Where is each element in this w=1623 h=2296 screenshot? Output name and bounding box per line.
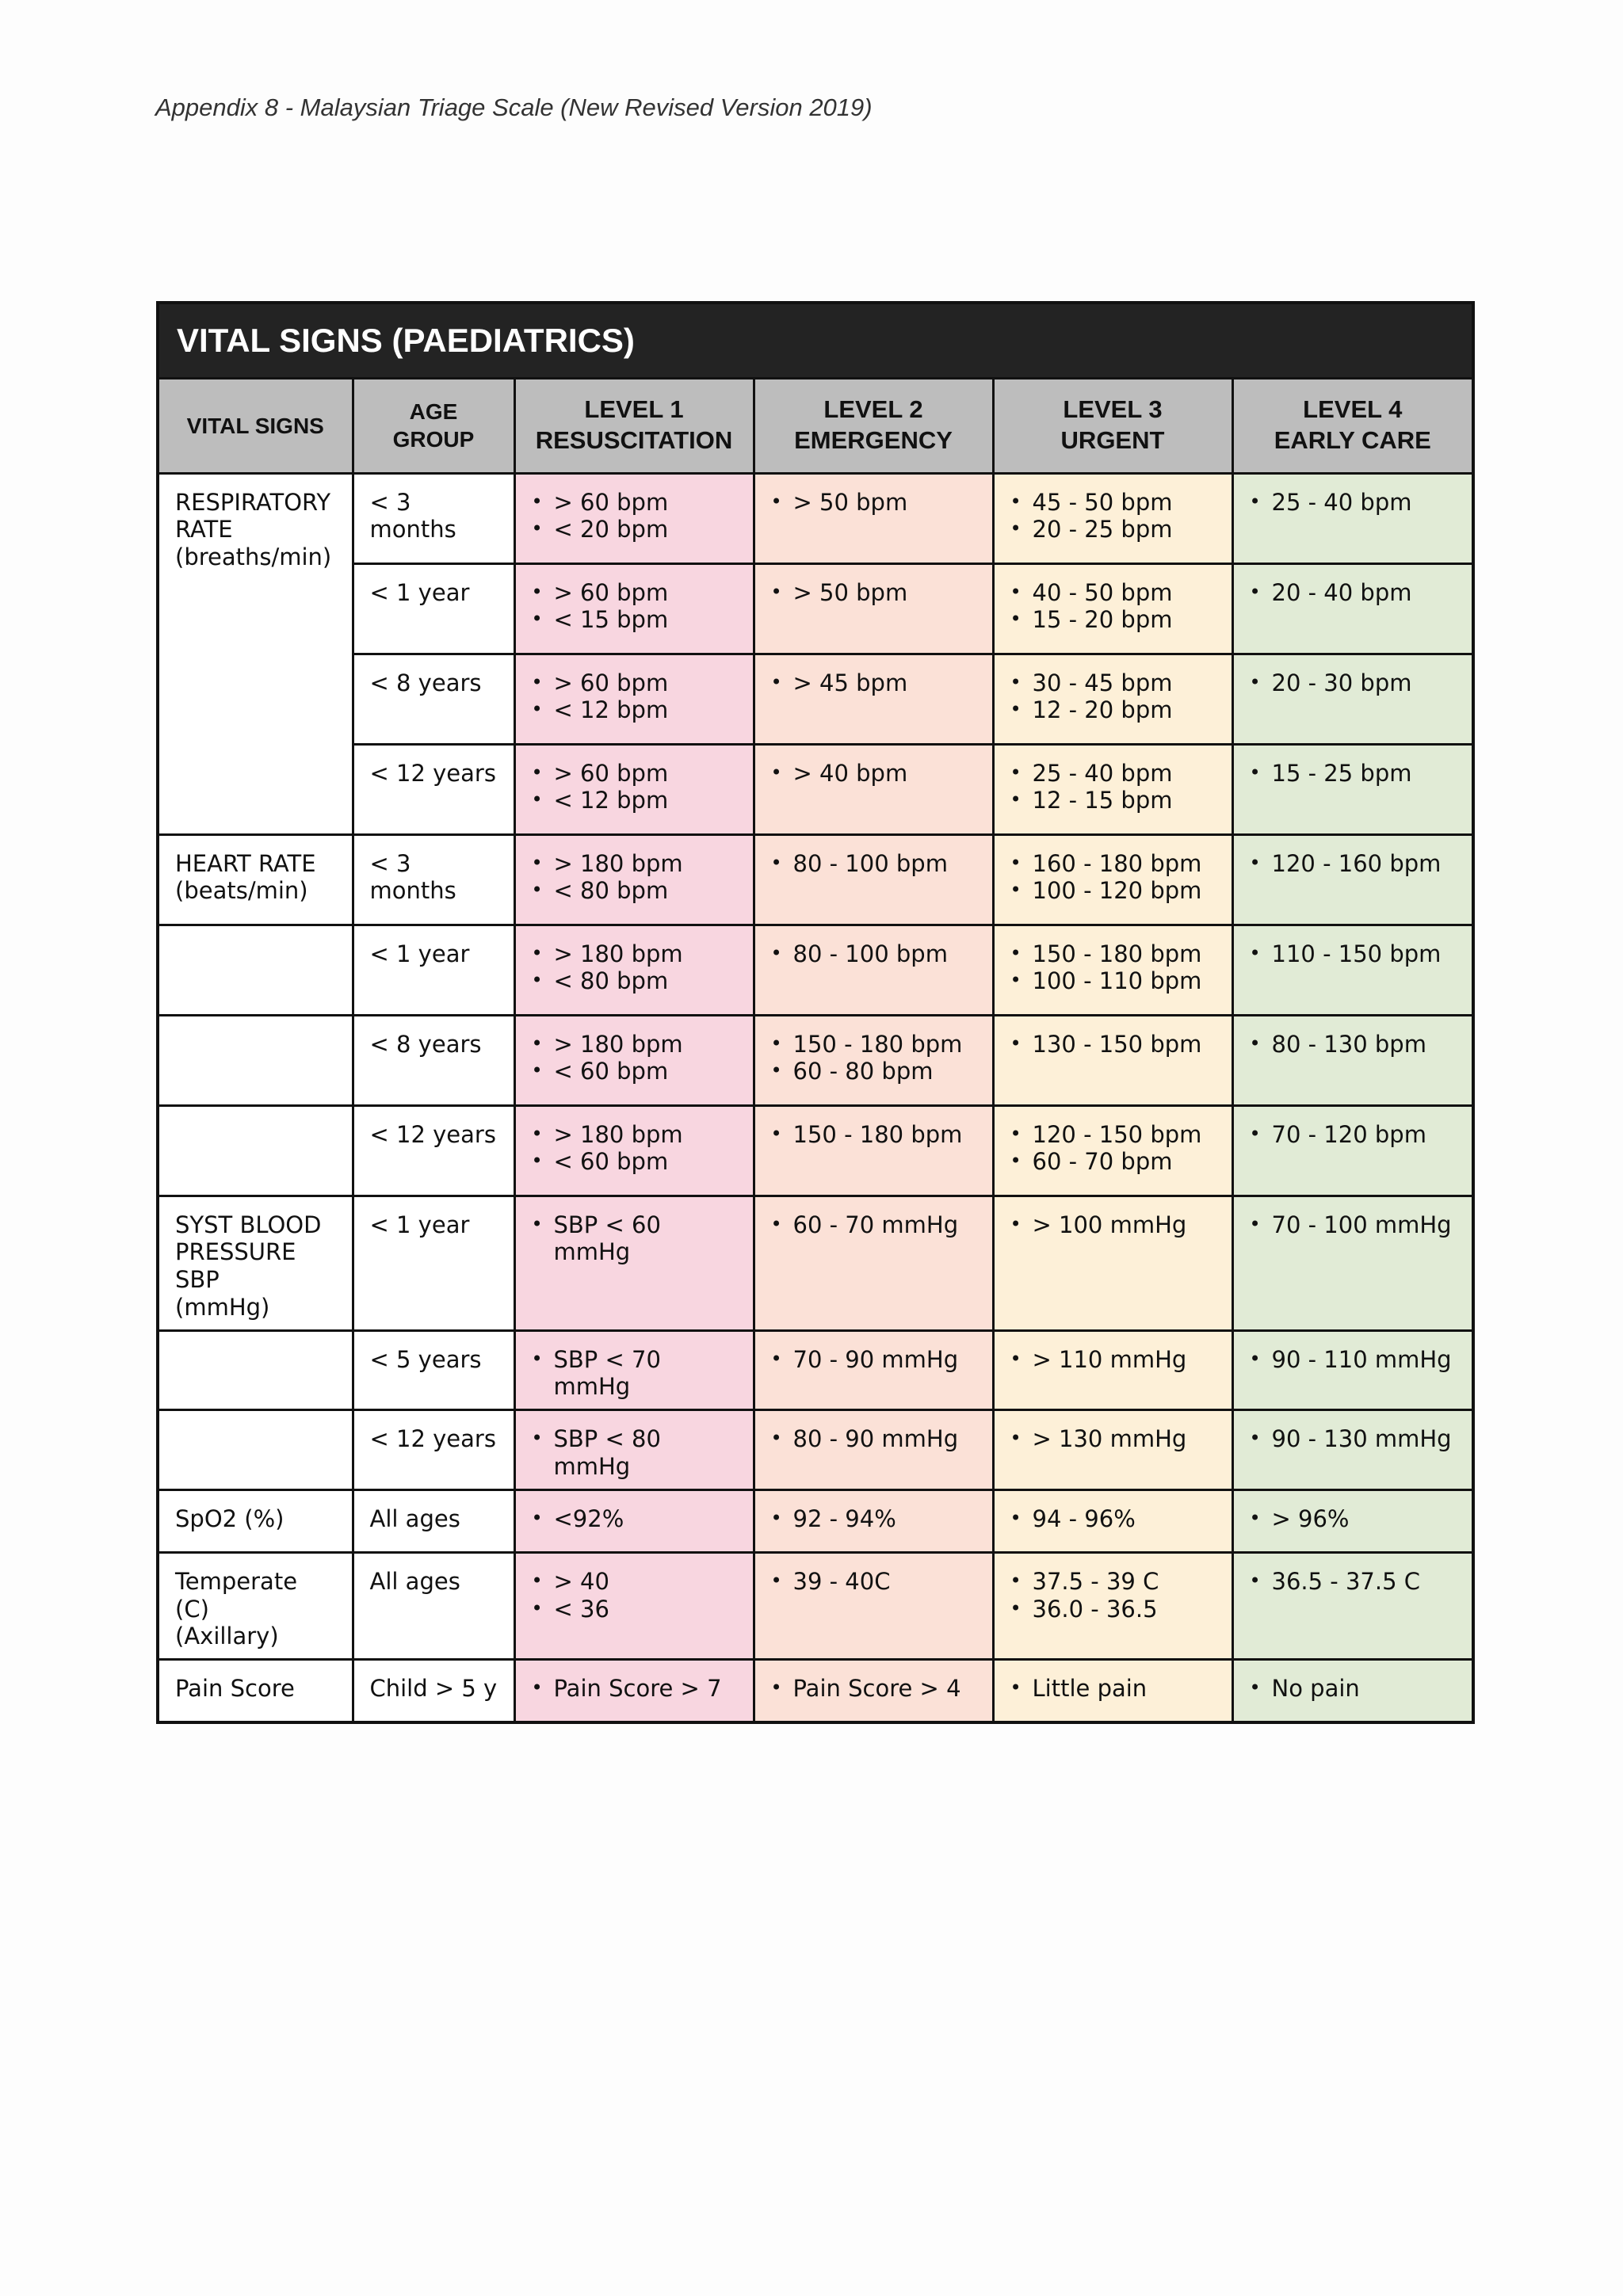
- age-group-label: < 1 year: [369, 1211, 470, 1238]
- criterion-item: • 130 - 150 bpm: [1033, 1031, 1216, 1058]
- header-level-1-line1: LEVEL 1: [584, 395, 684, 424]
- level-1-cell: [514, 834, 754, 925]
- criterion-item: • > 110 mmHg: [1033, 1346, 1216, 1374]
- criterion-item: • 37.5 - 39 C: [1033, 1568, 1216, 1596]
- level-4-cell: [1232, 1552, 1473, 1659]
- level-3-cell: [993, 473, 1232, 563]
- header-level-1: [514, 378, 754, 473]
- level-1-cell: [514, 563, 754, 654]
- level-2-cell: [754, 834, 993, 925]
- table-row: [158, 744, 1473, 834]
- level-3-values: [1010, 489, 1216, 544]
- level-2-values: [771, 1031, 976, 1086]
- level-2-values: [771, 579, 976, 607]
- level-4-values: [1250, 760, 1457, 788]
- level-2-values: [771, 1568, 976, 1596]
- criterion-item: • > 180 bpm: [554, 850, 737, 878]
- table-row: [158, 1015, 1473, 1105]
- criterion-item: • 150 - 180 bpm: [1033, 940, 1216, 968]
- vital-sign-cell: [158, 834, 353, 925]
- level-2-values: [771, 1675, 976, 1703]
- criterion-item: • < 12 bpm: [554, 787, 737, 814]
- level-1-values: [532, 1505, 737, 1533]
- level-2-cell: [754, 563, 993, 654]
- level-3-cell: [993, 1489, 1232, 1552]
- criterion-item: • > 40: [554, 1568, 737, 1596]
- level-3-values: [1010, 1568, 1216, 1623]
- age-group-cell: [353, 1660, 514, 1722]
- level-2-cell: [754, 1552, 993, 1659]
- level-3-values: [1010, 1505, 1216, 1533]
- header-age-group: [353, 378, 514, 473]
- level-1-cell: [514, 473, 754, 563]
- table-row: [158, 1196, 1473, 1330]
- level-3-cell: [993, 1105, 1232, 1196]
- level-4-values: [1250, 1031, 1457, 1058]
- age-group-label: All ages: [369, 1505, 460, 1532]
- level-4-values: [1250, 1425, 1457, 1453]
- level-3-values: [1010, 760, 1216, 815]
- level-1-cell: [514, 1105, 754, 1196]
- level-2-values: [771, 1346, 976, 1374]
- vital-sign-cell: [158, 1410, 353, 1490]
- level-1-cell: [514, 1660, 754, 1722]
- criterion-item: • < 80 bpm: [554, 877, 737, 905]
- level-4-cell: [1232, 1105, 1473, 1196]
- criterion-item: • 70 - 100 mmHg: [1272, 1211, 1457, 1239]
- level-4-cell: [1232, 925, 1473, 1015]
- level-2-cell: [754, 925, 993, 1015]
- level-1-values: [532, 1568, 737, 1623]
- vital-sign-label: HEART RATE (beats/min): [175, 849, 316, 905]
- criterion-item: • 80 - 100 bpm: [793, 850, 976, 878]
- vital-sign-cell: [158, 1196, 353, 1330]
- criterion-item: • > 130 mmHg: [1033, 1425, 1216, 1453]
- criterion-item: • < 80 bpm: [554, 967, 737, 995]
- header-age-group-line2: GROUP: [392, 427, 475, 452]
- criterion-item: • 20 - 25 bpm: [1033, 516, 1216, 543]
- level-1-values: [532, 1121, 737, 1177]
- vital-sign-cell: [158, 925, 353, 1015]
- level-1-cell: [514, 1330, 754, 1410]
- age-group-label: < 8 years: [369, 1030, 482, 1058]
- level-2-values: [771, 850, 976, 878]
- level-4-cell: [1232, 563, 1473, 654]
- age-group-cell: [353, 834, 514, 925]
- criterion-item: • SBP < 60 mmHg: [554, 1211, 737, 1267]
- age-group-label: Child > 5 y: [369, 1675, 498, 1703]
- criterion-item: • > 180 bpm: [554, 940, 737, 968]
- level-2-cell: [754, 1105, 993, 1196]
- vital-sign-cell: [158, 1330, 353, 1410]
- level-3-values: [1010, 1675, 1216, 1703]
- criterion-item: • < 20 bpm: [554, 516, 737, 543]
- criterion-item: • > 50 bpm: [793, 579, 976, 607]
- level-2-values: [771, 760, 976, 788]
- age-group-cell: [353, 1552, 514, 1659]
- criterion-item: • 100 - 120 bpm: [1033, 877, 1216, 905]
- level-3-values: [1010, 1031, 1216, 1058]
- criterion-item: • 80 - 100 bpm: [793, 940, 976, 968]
- age-group-label: < 12 years: [369, 1120, 496, 1148]
- level-3-cell: [993, 1330, 1232, 1410]
- level-3-values: [1010, 940, 1216, 996]
- vital-sign-label: Pain Score: [175, 1675, 295, 1703]
- criterion-item: • 12 - 15 bpm: [1033, 787, 1216, 814]
- age-group-label: < 3 months: [369, 849, 456, 905]
- level-1-values: [532, 760, 737, 815]
- criterion-item: • 150 - 180 bpm: [793, 1121, 976, 1149]
- criterion-item: • > 180 bpm: [554, 1121, 737, 1149]
- level-2-values: [771, 1505, 976, 1533]
- criterion-item: • 150 - 180 bpm: [793, 1031, 976, 1058]
- criterion-item: • 25 - 40 bpm: [1033, 760, 1216, 788]
- level-2-cell: [754, 1196, 993, 1330]
- criterion-item: • 120 - 150 bpm: [1033, 1121, 1216, 1149]
- criterion-item: • <92%: [554, 1505, 737, 1533]
- level-1-cell: [514, 654, 754, 744]
- age-group-cell: [353, 744, 514, 834]
- level-4-values: [1250, 1568, 1457, 1596]
- vital-sign-cell: [158, 1015, 353, 1105]
- level-2-values: [771, 940, 976, 968]
- criterion-item: • 90 - 110 mmHg: [1272, 1346, 1457, 1374]
- criterion-item: • 160 - 180 bpm: [1033, 850, 1216, 878]
- vital-sign-cell: [158, 1552, 353, 1659]
- level-1-cell: [514, 1410, 754, 1490]
- level-3-cell: [993, 1196, 1232, 1330]
- criterion-item: • No pain: [1272, 1675, 1457, 1703]
- criterion-item: • 39 - 40C: [793, 1568, 976, 1596]
- level-2-values: [771, 1425, 976, 1453]
- header-level-3-line1: LEVEL 3: [1063, 395, 1163, 424]
- criterion-item: • 20 - 40 bpm: [1272, 579, 1457, 607]
- criterion-item: • 36.5 - 37.5 C: [1272, 1568, 1457, 1596]
- table-row: [158, 1105, 1473, 1196]
- level-4-values: [1250, 1505, 1457, 1533]
- page-header: Appendix 8 - Malaysian Triage Scale (New Revised Version 2019): [155, 93, 873, 121]
- level-3-values: [1010, 1211, 1216, 1239]
- level-1-cell: [514, 1489, 754, 1552]
- criterion-item: • 20 - 30 bpm: [1272, 669, 1457, 697]
- criterion-item: • < 15 bpm: [554, 606, 737, 634]
- header-level-4: [1232, 378, 1473, 473]
- header-level-2: [754, 378, 993, 473]
- level-4-values: [1250, 850, 1457, 878]
- criterion-item: • 60 - 70 mmHg: [793, 1211, 976, 1239]
- criterion-item: • 36.0 - 36.5: [1033, 1596, 1216, 1623]
- level-1-cell: [514, 1196, 754, 1330]
- age-group-label: < 3 months: [369, 488, 456, 543]
- level-3-cell: [993, 654, 1232, 744]
- criterion-item: • 15 - 20 bpm: [1033, 606, 1216, 634]
- header-level-3: [993, 378, 1232, 473]
- level-3-values: [1010, 1346, 1216, 1374]
- criterion-item: • Little pain: [1033, 1675, 1216, 1703]
- vital-sign-cell: [158, 1489, 353, 1552]
- level-3-cell: [993, 1552, 1232, 1659]
- level-1-cell: [514, 744, 754, 834]
- criterion-item: • 60 - 80 bpm: [793, 1058, 976, 1085]
- level-1-values: [532, 1211, 737, 1267]
- level-3-cell: [993, 744, 1232, 834]
- level-3-cell: [993, 1015, 1232, 1105]
- level-1-cell: [514, 1015, 754, 1105]
- age-group-cell: [353, 473, 514, 563]
- age-group-label: < 5 years: [369, 1345, 482, 1373]
- vital-sign-label: SpO2 (%): [175, 1505, 285, 1532]
- level-1-cell: [514, 925, 754, 1015]
- criterion-item: • < 60 bpm: [554, 1058, 737, 1085]
- criterion-item: • 92 - 94%: [793, 1505, 976, 1533]
- level-3-cell: [993, 834, 1232, 925]
- vital-sign-cell: [158, 1105, 353, 1196]
- header-level-1-line2: RESUSCITATION: [535, 426, 733, 454]
- level-3-cell: [993, 563, 1232, 654]
- level-3-values: [1010, 850, 1216, 906]
- level-4-values: [1250, 669, 1457, 697]
- table-title: VITAL SIGNS (PAEDIATRICS): [158, 303, 1473, 378]
- criterion-item: • 90 - 130 mmHg: [1272, 1425, 1457, 1453]
- criterion-item: • > 40 bpm: [793, 760, 976, 788]
- table-row: [158, 834, 1473, 925]
- criterion-item: • < 36: [554, 1596, 737, 1623]
- table-header-row: [158, 378, 1473, 473]
- age-group-cell: [353, 1410, 514, 1490]
- criterion-item: • 100 - 110 bpm: [1033, 967, 1216, 995]
- table-row: [158, 1552, 1473, 1659]
- table-title-row: [158, 303, 1473, 378]
- criterion-item: • < 12 bpm: [554, 696, 737, 724]
- level-1-values: [532, 1346, 737, 1402]
- criterion-item: • 40 - 50 bpm: [1033, 579, 1216, 607]
- level-4-cell: [1232, 1015, 1473, 1105]
- level-3-cell: [993, 925, 1232, 1015]
- vital-sign-label: SYST BLOOD PRESSURE SBP (mmHg): [175, 1211, 322, 1321]
- criterion-item: • 120 - 160 bpm: [1272, 850, 1457, 878]
- age-group-cell: [353, 1196, 514, 1330]
- criterion-item: • 110 - 150 bpm: [1272, 940, 1457, 968]
- criterion-item: • 30 - 45 bpm: [1033, 669, 1216, 697]
- level-2-cell: [754, 654, 993, 744]
- age-group-label: < 12 years: [369, 1425, 496, 1453]
- criterion-item: • 80 - 90 mmHg: [793, 1425, 976, 1453]
- level-3-cell: [993, 1660, 1232, 1722]
- level-2-cell: [754, 1015, 993, 1105]
- criterion-item: • 25 - 40 bpm: [1272, 489, 1457, 517]
- level-2-values: [771, 669, 976, 697]
- level-4-cell: [1232, 834, 1473, 925]
- level-4-cell: [1232, 1660, 1473, 1722]
- criterion-item: • < 60 bpm: [554, 1148, 737, 1176]
- vital-sign-cell: [158, 473, 353, 834]
- age-group-cell: [353, 654, 514, 744]
- criterion-item: • 45 - 50 bpm: [1033, 489, 1216, 517]
- age-group-cell: [353, 1105, 514, 1196]
- level-4-values: [1250, 489, 1457, 517]
- criterion-item: • 15 - 25 bpm: [1272, 760, 1457, 788]
- level-1-cell: [514, 1552, 754, 1659]
- age-group-label: < 1 year: [369, 940, 470, 967]
- level-4-cell: [1232, 1330, 1473, 1410]
- level-3-values: [1010, 579, 1216, 635]
- vital-sign-label: RESPIRATORY RATE (breaths/min): [175, 488, 332, 571]
- level-2-cell: [754, 1489, 993, 1552]
- vital-sign-cell: [158, 1660, 353, 1722]
- criterion-item: • Pain Score > 4: [793, 1675, 976, 1703]
- age-group-cell: [353, 1489, 514, 1552]
- table-row: [158, 563, 1473, 654]
- vital-sign-label: Temperate (C) (Axillary): [175, 1567, 298, 1650]
- criterion-item: • 70 - 90 mmHg: [793, 1346, 976, 1374]
- criterion-item: • 80 - 130 bpm: [1272, 1031, 1457, 1058]
- age-group-label: < 1 year: [369, 578, 470, 606]
- criterion-item: • 70 - 120 bpm: [1272, 1121, 1457, 1149]
- criterion-item: • > 100 mmHg: [1033, 1211, 1216, 1239]
- header-age-group-line1: AGE: [409, 399, 458, 424]
- level-1-values: [532, 940, 737, 996]
- level-4-values: [1250, 1121, 1457, 1149]
- level-4-cell: [1232, 1196, 1473, 1330]
- criterion-item: • Pain Score > 7: [554, 1675, 737, 1703]
- criterion-item: • > 96%: [1272, 1505, 1457, 1533]
- age-group-label: < 8 years: [369, 669, 482, 696]
- age-group-label: All ages: [369, 1567, 460, 1595]
- level-4-values: [1250, 940, 1457, 968]
- age-group-cell: [353, 563, 514, 654]
- age-group-cell: [353, 1015, 514, 1105]
- level-4-cell: [1232, 473, 1473, 563]
- vital-signs-table: [156, 301, 1475, 1724]
- level-1-values: [532, 1675, 737, 1703]
- level-3-values: [1010, 1425, 1216, 1453]
- level-4-values: [1250, 1675, 1457, 1703]
- level-2-cell: [754, 1330, 993, 1410]
- criterion-item: • > 60 bpm: [554, 760, 737, 788]
- level-2-values: [771, 489, 976, 517]
- table-row: [158, 1330, 1473, 1410]
- criterion-item: • 12 - 20 bpm: [1033, 696, 1216, 724]
- age-group-cell: [353, 925, 514, 1015]
- level-1-values: [532, 579, 737, 635]
- criterion-item: • > 60 bpm: [554, 669, 737, 697]
- criterion-item: • SBP < 70 mmHg: [554, 1346, 737, 1402]
- criterion-item: • > 180 bpm: [554, 1031, 737, 1058]
- header-level-3-line2: URGENT: [1060, 426, 1165, 454]
- level-1-values: [532, 489, 737, 544]
- level-1-values: [532, 1425, 737, 1481]
- level-4-cell: [1232, 654, 1473, 744]
- level-3-values: [1010, 669, 1216, 725]
- header-level-2-line2: EMERGENCY: [794, 426, 953, 454]
- table-row: [158, 925, 1473, 1015]
- header-vital-signs: VITAL SIGNS: [158, 378, 353, 473]
- level-4-values: [1250, 579, 1457, 607]
- header-level-2-line1: LEVEL 2: [823, 395, 923, 424]
- level-4-cell: [1232, 744, 1473, 834]
- level-1-values: [532, 669, 737, 725]
- criterion-item: • 94 - 96%: [1033, 1505, 1216, 1533]
- level-2-cell: [754, 473, 993, 563]
- table-row: [158, 1410, 1473, 1490]
- criterion-item: • > 60 bpm: [554, 579, 737, 607]
- level-1-values: [532, 850, 737, 906]
- level-2-cell: [754, 1660, 993, 1722]
- level-3-values: [1010, 1121, 1216, 1177]
- level-2-values: [771, 1211, 976, 1239]
- level-2-values: [771, 1121, 976, 1149]
- table-row: [158, 1660, 1473, 1722]
- level-2-cell: [754, 744, 993, 834]
- age-group-label: < 12 years: [369, 759, 496, 787]
- table-row: [158, 654, 1473, 744]
- level-3-cell: [993, 1410, 1232, 1490]
- criterion-item: • > 45 bpm: [793, 669, 976, 697]
- level-4-cell: [1232, 1410, 1473, 1490]
- criterion-item: • 60 - 70 bpm: [1033, 1148, 1216, 1176]
- header-level-4-line1: LEVEL 4: [1303, 395, 1403, 424]
- table-row: [158, 1489, 1473, 1552]
- criterion-item: • > 50 bpm: [793, 489, 976, 517]
- level-1-values: [532, 1031, 737, 1086]
- level-4-cell: [1232, 1489, 1473, 1552]
- age-group-cell: [353, 1330, 514, 1410]
- table-row: [158, 473, 1473, 563]
- criterion-item: • SBP < 80 mmHg: [554, 1425, 737, 1481]
- header-level-4-line2: EARLY CARE: [1274, 426, 1431, 454]
- criterion-item: • > 60 bpm: [554, 489, 737, 517]
- level-2-cell: [754, 1410, 993, 1490]
- table-body: [158, 473, 1473, 1722]
- level-4-values: [1250, 1211, 1457, 1239]
- level-4-values: [1250, 1346, 1457, 1374]
